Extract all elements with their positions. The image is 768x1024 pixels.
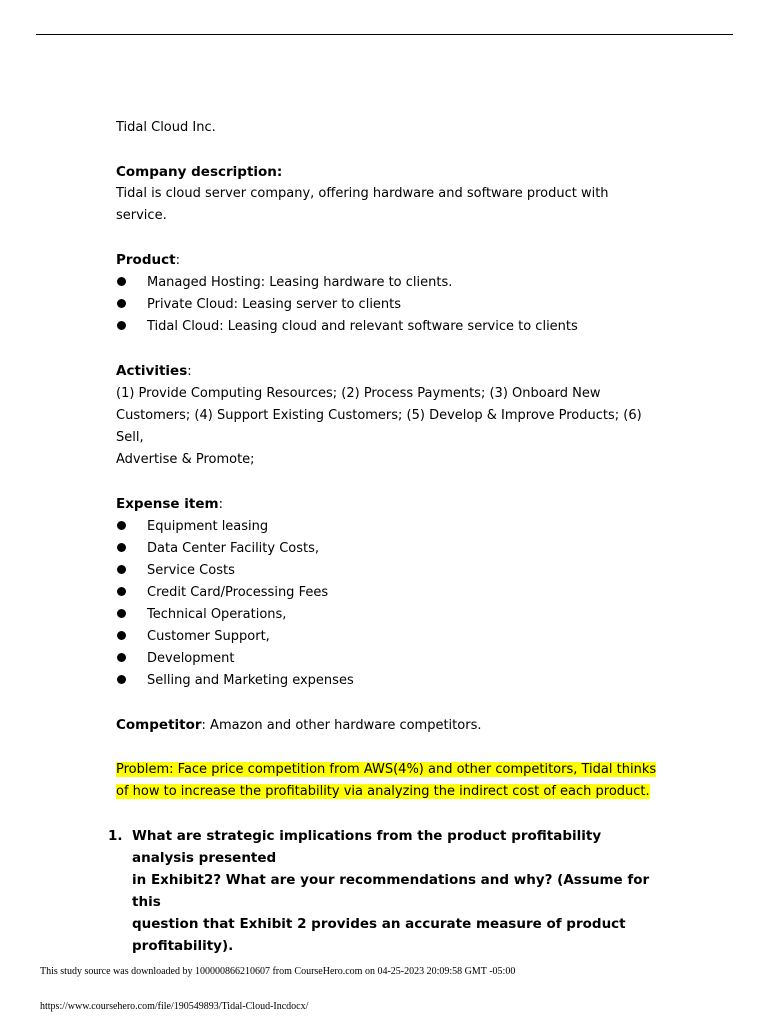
expense-heading-line xyxy=(116,493,661,516)
bullet-icon xyxy=(117,543,126,552)
expense-list xyxy=(116,516,661,692)
bullet-icon xyxy=(117,675,126,684)
bullet-icon xyxy=(117,277,126,286)
problem-statement-line xyxy=(116,759,661,781)
download-notice: This study source was downloaded by 100000866210607 from CourseHero.com on 04-25-2023 20:09:58 GMT -05:00 xyxy=(40,966,516,977)
bullet-icon xyxy=(117,653,126,662)
question-text-line: in Exhibit2? What are your recommendations and why? (Assume for this xyxy=(132,872,650,910)
activities-heading: Activities xyxy=(116,363,188,379)
product-item-text: Private Cloud: Leasing server to clients xyxy=(147,297,402,312)
list-item xyxy=(116,626,661,648)
product-item-text: Tidal Cloud: Leasing cloud and relevant software service to clients xyxy=(147,319,578,334)
bullet-icon xyxy=(117,609,126,618)
document-body xyxy=(108,117,661,957)
list-item xyxy=(116,516,661,538)
expense-item-text: Service Costs xyxy=(147,563,235,578)
expense-heading: Expense item xyxy=(116,496,219,512)
competitor-heading: Competitor xyxy=(116,717,202,733)
activities-heading-colon: : xyxy=(187,364,192,379)
expense-item-text: Development xyxy=(147,651,235,666)
list-item xyxy=(116,648,661,670)
list-item xyxy=(116,294,661,316)
competitor-text: : Amazon and other hardware competitors. xyxy=(201,718,482,733)
document-title: Tidal Cloud Inc. xyxy=(116,120,216,135)
list-item xyxy=(116,582,661,604)
bullet-icon xyxy=(117,521,126,530)
activities-text-line: Customers; (4) Support Existing Customers; (5) Develop & Improve Products; (6) Sell, xyxy=(116,408,642,445)
competitor-line xyxy=(116,714,661,737)
bullet-icon xyxy=(117,587,126,596)
bullet-icon xyxy=(117,565,126,574)
bullet-icon xyxy=(117,321,126,330)
expense-item-text: Selling and Marketing expenses xyxy=(147,673,354,688)
expense-item-text: Equipment leasing xyxy=(147,519,269,534)
product-item-text: Managed Hosting: Leasing hardware to clients. xyxy=(147,275,453,290)
product-list xyxy=(116,272,661,338)
problem-highlight: Problem: Face price competition from AWS(4%) and other competitors, Tidal thinks xyxy=(116,762,657,777)
activities-text-line: (1) Provide Computing Resources; (2) Process Payments; (3) Onboard New xyxy=(116,386,601,401)
expense-item-text: Data Center Facility Costs, xyxy=(147,541,320,556)
bullet-icon xyxy=(117,299,126,308)
header-rule xyxy=(36,34,733,35)
activities-heading-line xyxy=(116,360,661,383)
list-item xyxy=(116,316,661,338)
list-item xyxy=(116,604,661,626)
expense-item-text: Technical Operations, xyxy=(147,607,287,622)
problem-statement-line xyxy=(116,781,661,803)
product-heading-colon: : xyxy=(175,253,180,268)
company-description-heading: Company description: xyxy=(116,164,283,180)
list-item xyxy=(116,670,661,692)
bullet-icon xyxy=(117,631,126,640)
expense-heading-colon: : xyxy=(218,497,223,512)
activities-text-line: Advertise & Promote; xyxy=(116,452,255,467)
question-1 xyxy=(108,825,661,957)
list-item xyxy=(116,272,661,294)
product-heading: Product xyxy=(116,252,176,268)
question-number: 1. xyxy=(108,828,123,844)
expense-item-text: Credit Card/Processing Fees xyxy=(147,585,329,600)
expense-item-text: Customer Support, xyxy=(147,629,270,644)
list-item xyxy=(116,538,661,560)
source-url: https://www.coursehero.com/file/190549893/Tidal-Cloud-Incdocx/ xyxy=(40,1001,309,1012)
company-description-text: Tidal is cloud server company, offering hardware and software product with service. xyxy=(116,186,609,223)
question-text-line: What are strategic implications from the product profitability analysis presented xyxy=(132,828,602,866)
question-text-line: question that Exhibit 2 provides an accurate measure of product profitability). xyxy=(132,916,626,954)
product-heading-line xyxy=(116,249,661,272)
problem-highlight: of how to increase the profitability via analyzing the indirect cost of each product. xyxy=(116,784,650,799)
list-item xyxy=(116,560,661,582)
